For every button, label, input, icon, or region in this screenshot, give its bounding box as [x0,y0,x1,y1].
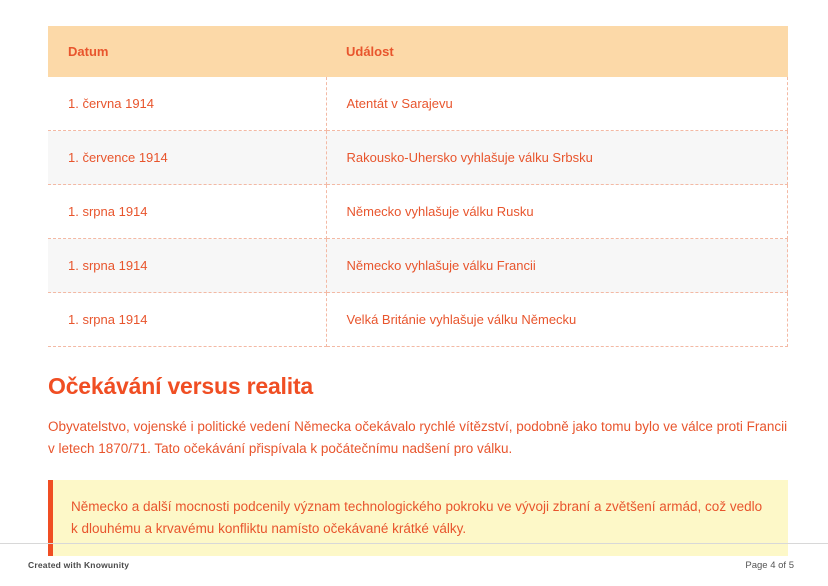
table-row [48,185,788,239]
table-header-row [48,26,788,77]
section-paragraph: Obyvatelstvo, vojenské i politické vedení Německa očekávalo rychlé vítězství, podobně jako tomu bylo ve válce proti Francii v letech 1870/71. Tato očekávání přispívala k počátečnímu nadšení pro válku. [48,419,788,456]
cell-date: 1. srpna 1914 [48,239,326,293]
page-footer [0,543,828,586]
cell-date: 1. července 1914 [48,131,326,185]
table-row [48,239,788,293]
footer-page-number: Page 4 of 5 [745,559,794,571]
cell-event: Německo vyhlašuje válku Rusku [326,185,788,239]
footer-branding: Created with Knowunity [28,560,130,570]
cell-date: 1. června 1914 [48,77,326,131]
cell-date: 1. srpna 1914 [48,185,326,239]
table-row [48,131,788,185]
table-body [48,77,788,347]
callout-text: Německo a další mocnosti podcenily význam technologického pokroku ve vývoji zbraní a zvětšení armád, což vedlo k dlouhému a krvavému konfliktu namísto očekávané krátké války. [71,499,763,536]
table-row [48,293,788,347]
column-header-udalost: Událost [326,26,788,77]
table-head [48,26,788,77]
events-table [48,26,788,347]
table-row [48,77,788,131]
cell-event: Atentát v Sarajevu [326,77,788,131]
events-table-wrapper [48,26,788,347]
cell-event: Velká Británie vyhlašuje válku Německu [326,293,788,347]
section-title: Očekávání versus realita [48,373,313,399]
cell-event: Rakousko-Uhersko vyhlašuje válku Srbsku [326,131,788,185]
cell-event: Německo vyhlašuje válku Francii [326,239,788,293]
column-header-datum: Datum [48,26,326,77]
cell-date: 1. srpna 1914 [48,293,326,347]
